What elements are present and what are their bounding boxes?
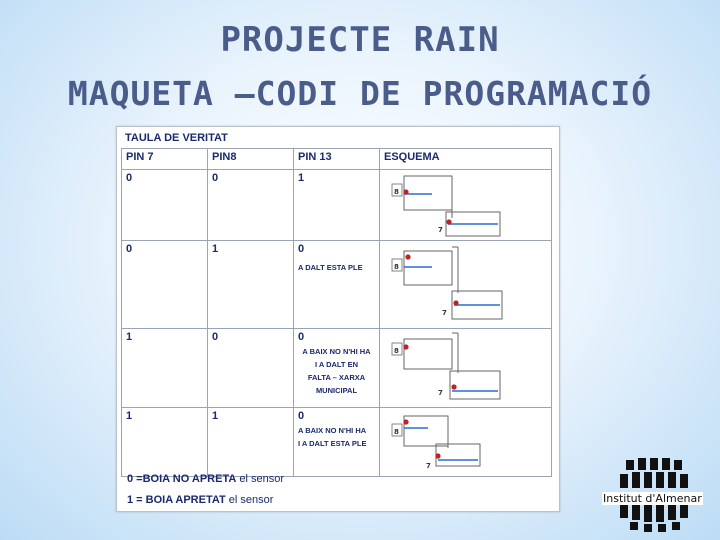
legend-key: 1 = BOIA APRETAT [127,494,226,506]
cell-pin8: 1 [208,408,294,477]
note-line: A BAIX NO N'HI HA [302,346,371,356]
sensor-label-8: 8 [394,428,399,437]
note-line: MUNICIPAL [315,385,358,395]
note-line: A BAIX NO N'HI HA [298,426,367,436]
table-row [122,408,552,477]
cell-pin13 [294,169,380,240]
cell-pin13 [294,240,380,328]
note-line: I A DALT ESTA PLE [298,439,367,449]
sensor-label-7: 7 [426,462,431,471]
table-row [122,169,552,240]
truth-table-document [116,126,560,512]
legend-key: 0 =BOIA NO APRETA [127,473,237,485]
table-row [122,240,552,328]
note-line: I A DALT EN [314,359,359,369]
pin13-value: 1 [298,171,305,184]
sensor-label-8: 8 [394,187,399,196]
cell-pin7: 1 [122,408,208,477]
cell-pin13 [294,408,380,477]
sensor-label-7: 7 [438,388,443,397]
table-row [122,328,552,407]
table-header-row [122,149,552,170]
schematic-cell [380,328,552,407]
status-note [298,424,375,450]
legend-line-0 [127,473,284,485]
cell-pin8: 0 [208,169,294,240]
cell-pin8: 1 [208,240,294,328]
logo-text: Institut d'Almenar [603,492,702,505]
status-note [298,345,375,397]
tank-schematic [380,241,550,324]
cell-pin8: 0 [208,328,294,407]
pin13-value: 0 [298,410,305,423]
schematic-cell [380,240,552,328]
note-line: FALTA – XARXA [307,372,366,382]
schematic-cell [380,169,552,240]
cell-pin7: 1 [122,328,208,407]
header-esquema: ESQUEMA [380,149,552,170]
cell-pin7: 0 [122,240,208,328]
sensor-label-8: 8 [394,262,399,271]
slide-subtitle: MAQUETA –CODI DE PROGRAMACIÓ [67,74,653,113]
cell-pin7: 0 [122,169,208,240]
pin13-value: 0 [298,242,305,255]
tank-schematic [380,329,550,404]
header-pin8: PIN8 [208,149,294,170]
sensor-label-8: 8 [394,346,399,355]
truth-table [121,148,552,477]
sensor-label-7: 7 [438,225,443,234]
pin13-value: 0 [298,330,305,343]
schematic-cell [380,408,552,477]
legend-desc: el sensor [225,494,274,506]
legend-desc: el sensor [236,473,285,485]
slide-title: PROJECTE RAIN [220,20,500,60]
sensor-label-7: 7 [442,308,447,317]
status-note: A DALT ESTA PLE [298,262,363,272]
tank-schematic [380,170,550,237]
header-pin7: PIN 7 [122,149,208,170]
legend-line-1 [127,494,273,506]
cell-pin13 [294,328,380,407]
header-pin13: PIN 13 [294,149,380,170]
tank-schematic [380,408,550,473]
table-title: TAULA DE VERITAT [125,132,228,144]
